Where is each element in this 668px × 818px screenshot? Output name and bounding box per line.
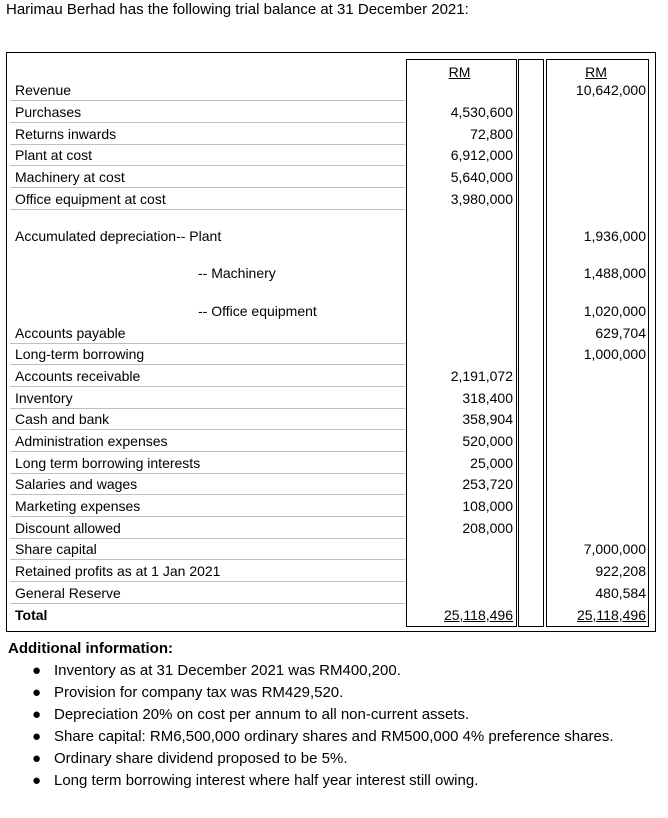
row-credit: 922,208: [595, 563, 646, 579]
table-row: [10, 226, 646, 246]
table-row: [10, 474, 646, 494]
row-label: Salaries and wages: [15, 476, 138, 492]
row-label: Cash and bank: [15, 411, 110, 427]
row-credit: 480,584: [595, 585, 646, 601]
table-row: [10, 301, 646, 321]
table-row: [10, 124, 646, 144]
table-row: [10, 453, 646, 473]
row-debit: 25,000: [470, 455, 513, 471]
list-item: ● Inventory as at 31 December 2021 was RM400,200.: [54, 660, 658, 682]
row-label: Discount allowed: [15, 520, 121, 536]
row-debit: 5,640,000: [450, 169, 513, 185]
row-debit: 520,000: [462, 433, 513, 449]
row-label: Accumulated depreciation-- Plant: [15, 228, 222, 244]
row-debit: 3,980,000: [450, 191, 513, 207]
table-row: [10, 344, 646, 364]
additional-information: [8, 638, 658, 792]
total-label: Total: [15, 607, 48, 623]
list-item: ● Share capital: RM6,500,000 ordinary shares and RM500,000 4% preference shares.: [54, 726, 658, 748]
row-label: Purchases: [15, 104, 82, 120]
list-item: ● Depreciation 20% on cost per annum to all non-current assets.: [54, 704, 658, 726]
row-label: Returns inwards: [15, 126, 117, 142]
row-label: Accounts payable: [15, 325, 126, 341]
total-debit: 25,118,496: [443, 607, 513, 623]
list-item: ● Provision for company tax was RM429,520.: [54, 682, 658, 704]
bullet-icon: ●: [32, 772, 42, 789]
row-label: -- Office equipment: [198, 303, 317, 319]
table-row: [10, 80, 646, 100]
row-label: -- Machinery: [198, 265, 276, 281]
row-label: Administration expenses: [15, 433, 168, 449]
table-row: [10, 518, 646, 538]
row-label: Accounts receivable: [15, 368, 141, 384]
table-row: [10, 561, 646, 581]
table-header-row: [10, 62, 646, 82]
row-label: Office equipment at cost: [15, 191, 166, 207]
table-row: [10, 102, 646, 122]
table-row: [10, 583, 646, 603]
bullet-icon: ●: [32, 728, 42, 745]
row-label: Long-term borrowing: [15, 346, 145, 362]
table-row: [10, 496, 646, 516]
table-row: [10, 539, 646, 559]
row-label: Long term borrowing interests: [15, 455, 201, 471]
table-row: [10, 409, 646, 429]
intro-text: Harimau Berhad has the following trial balance at 31 December 2021:: [6, 1, 469, 18]
bullet-icon: ●: [32, 662, 42, 679]
bullet-icon: ●: [32, 706, 42, 723]
row-label: Marketing expenses: [15, 498, 141, 514]
row-label: Retained profits as at 1 Jan 2021: [15, 563, 221, 579]
row-debit: 6,912,000: [450, 147, 513, 163]
row-debit: 358,904: [462, 411, 513, 427]
table-row: [10, 145, 646, 165]
bullet-icon: ●: [32, 750, 42, 767]
total-credit: 25,118,496: [576, 607, 646, 623]
table-row: [10, 263, 646, 283]
row-debit: 72,800: [470, 126, 513, 142]
row-label: General Reserve: [15, 585, 121, 601]
credit-header: RM: [585, 64, 607, 80]
table-row: [10, 189, 646, 209]
row-debit: 318,400: [462, 390, 513, 406]
additional-info-title: Additional information:: [8, 640, 173, 657]
row-credit: 7,000,000: [583, 541, 646, 557]
total-row: [10, 605, 646, 625]
row-credit: 1,488,000: [583, 265, 646, 281]
table-row: [10, 388, 646, 408]
row-debit: 2,191,072: [450, 368, 513, 384]
row-credit: 10,642,000: [575, 82, 646, 98]
row-debit: 4,530,600: [450, 104, 513, 120]
bullet-icon: ●: [32, 684, 42, 701]
row-label: Inventory: [15, 390, 73, 406]
table-row: [10, 167, 646, 187]
additional-info-list: [8, 660, 658, 792]
list-item: ● Ordinary share dividend proposed to be 5%.: [54, 748, 658, 770]
row-credit: 629,704: [595, 325, 646, 341]
row-label: Plant at cost: [15, 147, 93, 163]
debit-header: RM: [448, 64, 471, 80]
table-row: [10, 323, 646, 343]
row-debit: 108,000: [462, 498, 513, 514]
row-debit: 208,000: [462, 520, 513, 536]
row-credit: 1,936,000: [583, 228, 646, 244]
row-credit: 1,000,000: [583, 346, 646, 362]
list-item: ● Long term borrowing interest where half year interest still owing.: [54, 770, 658, 792]
table-row: [10, 366, 646, 386]
row-label: Machinery at cost: [15, 169, 125, 185]
table-row: [10, 431, 646, 451]
row-label: Share capital: [15, 541, 97, 557]
row-credit: 1,020,000: [583, 303, 646, 319]
row-label: Revenue: [15, 82, 72, 98]
row-debit: 253,720: [462, 476, 513, 492]
